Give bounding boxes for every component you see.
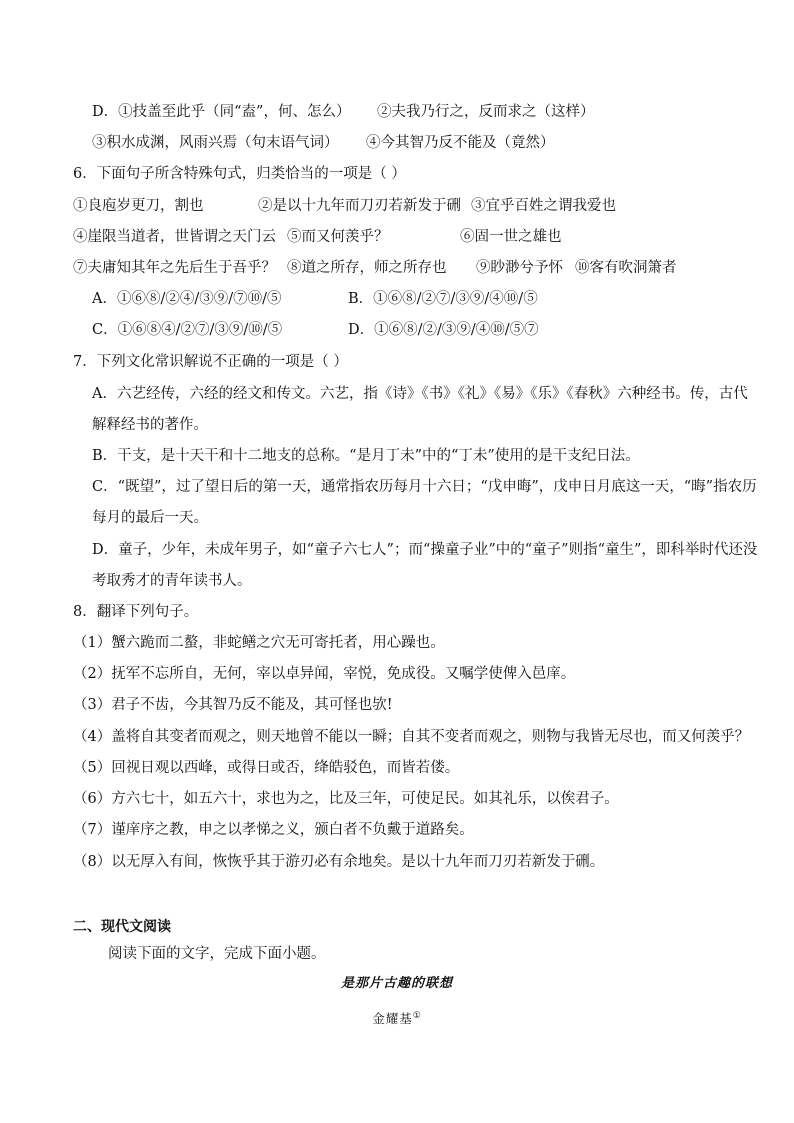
q5-option-d-2: ②夫我乃行之，反而求之（这样） <box>377 104 595 120</box>
q7-stem: 7．下列文化常识解说不正确的一项是（ ） <box>73 354 348 370</box>
q8-sentence-4: （4）盖将自其变者而观之，则天地曾不能以一瞬；自其不变者而观之，则物与我皆无尽也，而又何羡乎？ <box>73 729 750 745</box>
q7-option-c-line1: C．“既望”，过了望日后的第一天，通常指农历每月十六日；“戊申晦”，戊申日月底这一天，“晦”指农历 <box>92 479 757 495</box>
q7-option-b: B．干支，是十天干和十二地支的总称。“是月丁未”中的“丁未”使用的是干支纪日法。 <box>92 448 640 464</box>
q8-sentence-1: （1）蟹六跪而二螯，非蛇鳝之穴无可寄托者，用心躁也。 <box>73 635 445 651</box>
q6-item-4: ④崖限当道者，世皆谓之天门云 <box>73 229 276 245</box>
q6-item-3: ③宜乎百姓之谓我爱也 <box>471 198 616 214</box>
q7-option-c-line2: 每月的最后一天。 <box>92 510 208 526</box>
q6-item-9: ⑨眇渺兮予怀 <box>476 260 563 276</box>
q6-item-5: ⑤而又何羡乎？ <box>287 229 389 245</box>
q5-option-d-1: D．①技盖至此乎（同“盍”，何、怎么） <box>92 104 351 120</box>
q8-sentence-2: （2）抚军不忘所自，无何，宰以卓异闻，宰悦，免成役。又嘱学使俾入邑庠。 <box>73 666 576 682</box>
q8-sentence-8: （8）以无厚入有间，恢恢乎其于游刃必有余地矣。是以十九年而刀刃若新发于硎。 <box>73 854 605 870</box>
q6-option-a: A．①⑥⑧/②④/③⑨/⑦⑩/⑤ <box>92 291 282 307</box>
author-footnote-mark: ① <box>412 1011 422 1021</box>
q7-option-a-line1: A．六艺经传，六经的经文和传文。六艺，指《诗》《书》《礼》《易》《乐》《春秋》六种经书。传，古代 <box>92 386 748 402</box>
q6-item-1: ①良庖岁更刀，割也 <box>73 198 204 214</box>
article-title: 是那片古趣的联想 <box>340 976 453 991</box>
q6-item-10: ⑩客有吹洞箫者 <box>575 260 677 276</box>
q8-sentence-3: （3）君子不齿，今其智乃反不能及，其可怪也欤! <box>73 697 393 713</box>
q6-stem: 6．下面句子所含特殊句式，归类恰当的一项是（ ） <box>73 166 406 182</box>
q7-option-d-line1: D．童子，少年，未成年男子，如“童子六七人”；而“操童子业”中的“童子”则指“童生”，即科举时代还没 <box>92 542 758 558</box>
q8-sentence-6: （6）方六七十，如五六十，求也为之，比及三年，可使足民。如其礼乐，以俟君子。 <box>73 791 619 807</box>
q5-option-d-4: ④今其智乃反不能及（竟然） <box>366 135 555 151</box>
q5-option-d-3: ③积水成渊，风雨兴焉（句末语气词） <box>92 135 339 151</box>
q6-option-d: D．①⑥⑧/②/③⑨/④⑩/⑤⑦ <box>348 322 539 338</box>
q6-item-2: ②是以十九年而刀刃若新发于硎 <box>258 198 461 214</box>
q7-option-d-line2: 考取秀才的青年读书人。 <box>92 573 252 589</box>
q8-sentence-7: （7）谨庠序之教，申之以孝悌之义，颁白者不负戴于道路矣。 <box>73 822 474 838</box>
q6-option-c: C．①⑥⑧④/②⑦/③⑨/⑩/⑤ <box>92 322 283 338</box>
q6-item-6: ⑥固一世之雄也 <box>460 229 562 245</box>
section-heading: 二、现代文阅读 <box>73 919 171 935</box>
q6-option-b: B．①⑥⑧/②⑦/③⑨/④⑩/⑤ <box>348 291 538 307</box>
section-intro: 阅读下面的文字，完成下面小题。 <box>108 946 326 962</box>
author-name: 金耀基 <box>372 1011 413 1027</box>
q8-sentence-5: （5）回视日观以西峰，或得日或否，绛皓驳色，而皆若偻。 <box>73 760 460 776</box>
q7-option-a-line2: 解释经书的著作。 <box>92 417 208 433</box>
article-author <box>0 1006 794 1029</box>
q6-item-7: ⑦夫庸知其年之先后生于吾乎？ <box>73 260 276 276</box>
q8-stem: 8．翻译下列句子。 <box>73 604 199 620</box>
q6-item-8: ⑧道之所存，师之所存也 <box>287 260 447 276</box>
